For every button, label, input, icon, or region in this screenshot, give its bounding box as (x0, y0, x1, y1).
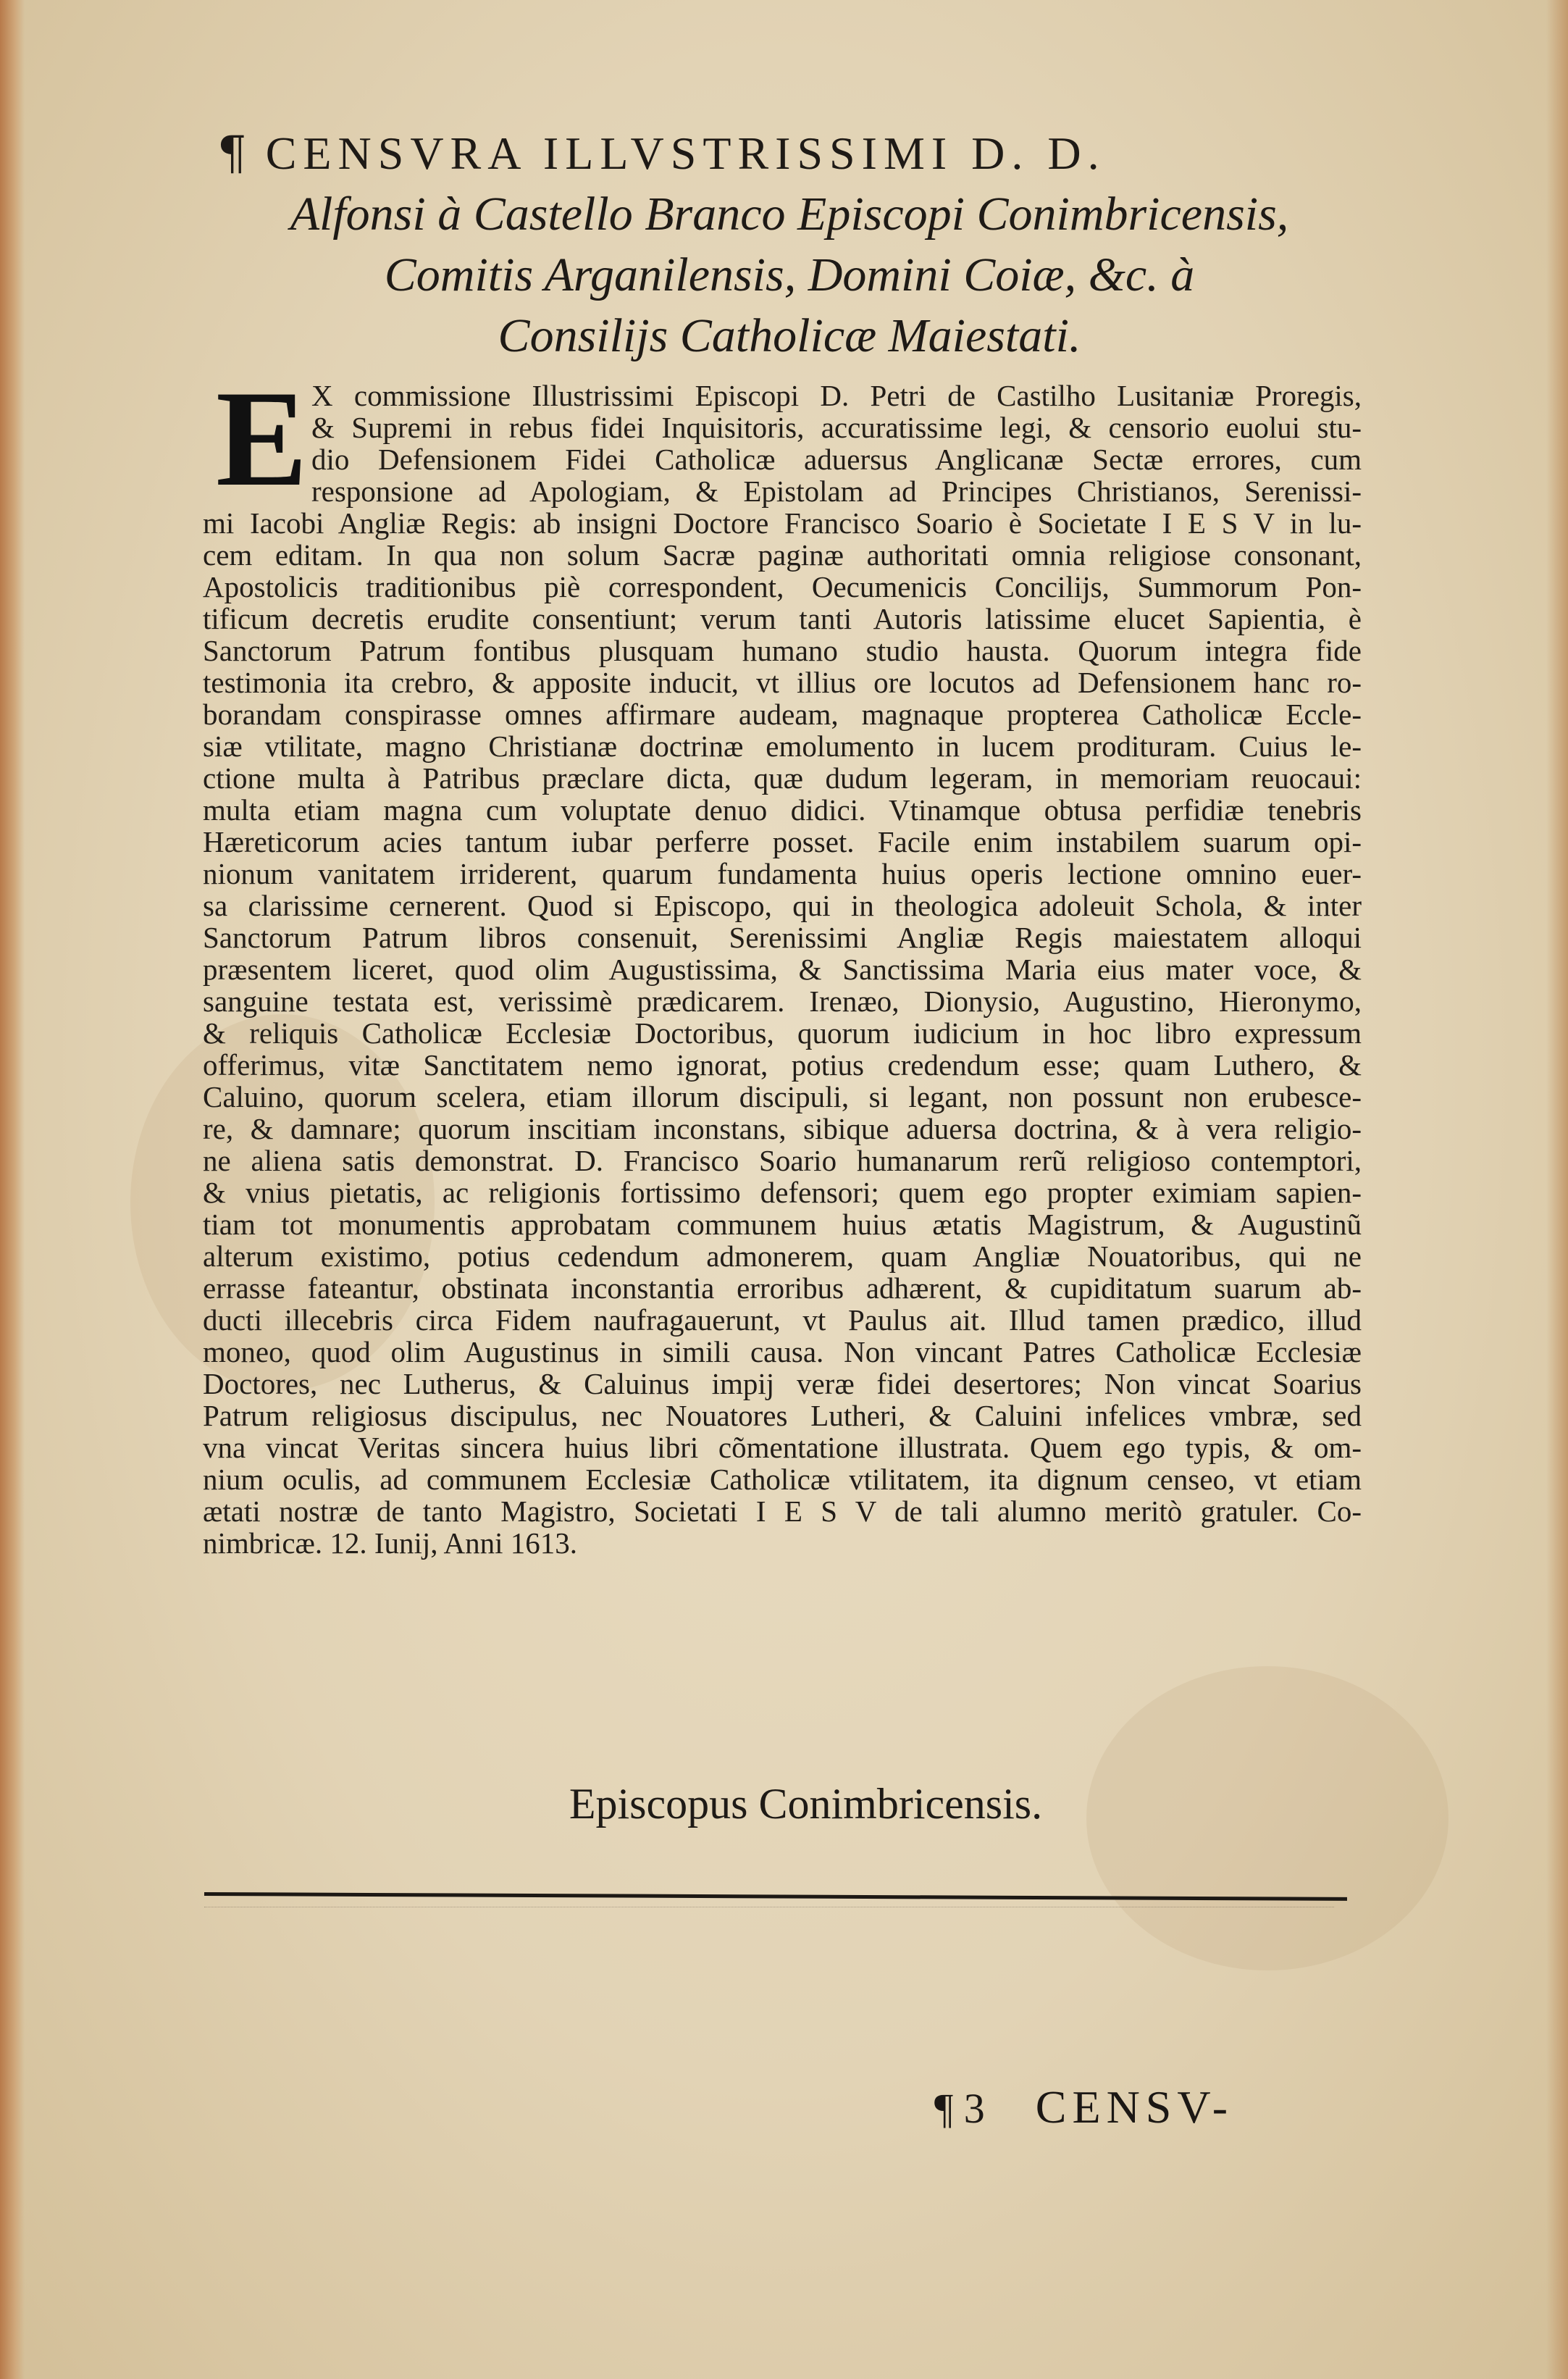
page-edge-right (1546, 0, 1568, 2379)
body-line: borandam conspirasse omnes affirmare audeam, magnaque propterea Catholicæ Eccle- (203, 698, 1362, 731)
body-line: X commissione Illustrissimi Episcopi D. Petri de Castilho Lusitaniæ Proregis, (311, 379, 1362, 412)
body-line: præsentem liceret, quod olim Augustissima, & Sanctissima Maria eius mater voce, & (203, 953, 1362, 986)
body-line: Patrum religiosus discipulus, nec Nouatores Lutheri, & Caluini infelices vmbræ, sed (203, 1399, 1362, 1432)
body-line: errasse fateantur, obstinata inconstantia erroribus adhærent, & cupiditatum suarum ab- (203, 1271, 1362, 1305)
heading-line-2: Alfonsi à Castello Branco Episcopi Conimbricensis, (290, 188, 1289, 241)
censura-body-text (203, 363, 1362, 1560)
body-line: offerimus, vitæ Sanctitatem nemo ignorat, potius credendum esse; quam Luthero, & (203, 1048, 1362, 1082)
body-line: moneo, quod olim Augustinus in simili causa. Non vincant Patres Catholicæ Ecclesiæ (203, 1335, 1362, 1368)
catchword: CENSV- (1035, 2081, 1234, 2133)
signature-line: Episcopus Conimbricensis. (569, 1780, 1043, 1828)
body-line: & reliquis Catholicæ Ecclesiæ Doctoribus, quorum iudicium in hoc libro expressum (203, 1016, 1362, 1050)
body-line: testimonia ita crebro, & apposite inducit, vt illius ore locutos ad Defensionem hanc ro- (203, 666, 1362, 699)
body-line: ctione multa à Patribus præclare dicta, quæ dudum legeram, in memoriam reuocaui: (203, 761, 1362, 795)
censura-heading (174, 123, 1405, 367)
body-line: tiam tot monumentis approbatam communem huius ætatis Magistrum, & Augustinũ (203, 1208, 1362, 1241)
body-line: mi Iacobi Angliæ Regis: ab insigni Doctore Francisco Soario è Societate I E S V in lu- (203, 506, 1362, 540)
body-line: nium oculis, ad communem Ecclesiæ Catholicæ vtilitatem, ita dignum censeo, vt etiam (203, 1463, 1362, 1496)
body-line: responsione ad Apologiam, & Epistolam ad Principes Christianos, Serenissi- (311, 474, 1362, 508)
heading-title: CENSVRA ILLVSTRISSIMI D. D. (265, 127, 1106, 179)
body-line: sanguine testata est, verissimè prædicarem. Irenæo, Dionysio, Augustino, Hieronymo, (203, 984, 1362, 1018)
body-line: ducti illecebris circa Fidem naufragauerunt, vt Paulus ait. Illud tamen prædico, illud (203, 1303, 1362, 1337)
body-line: Apostolicis traditionibus piè correspondent, Oecumenicis Concilijs, Summorum Pon- (203, 570, 1362, 603)
heading-line-4: Consilijs Catholicæ Maiestati. (498, 309, 1081, 362)
body-line: Sanctorum Patrum libros consenuit, Serenissimi Angliæ Regis maiestatem alloqui (203, 921, 1362, 954)
body-line: multa etiam magna cum voluptate denuo didici. Vtinamque obtusa perfidiæ tenebris (203, 793, 1362, 827)
body-line: Hæreticorum acies tantum iubar perferre posset. Facile enim instabilem suarum opi- (203, 825, 1362, 858)
body-line: re, & damnare; quorum inscitiam inconstans, sibique aduersa doctrina, & à vera religio- (203, 1112, 1362, 1145)
body-line: nionum vanitatem irriderent, quarum fundamenta huius operis lectione omnino euer- (203, 857, 1362, 890)
body-line: ne aliena satis demonstrat. D. Francisco Soario humanarum rerũ religioso contemptori, (203, 1144, 1362, 1177)
heading-line-3: Comitis Arganilensis, Domini Coiæ, &c. à (384, 248, 1195, 301)
body-line: & vnius pietatis, ac religionis fortissimo defensori; quem ego propter eximiam sapien- (203, 1176, 1362, 1209)
body-line: ætati nostræ de tanto Magistro, Societati I E S V de tali alumno meritò gratuler. Co- (203, 1494, 1362, 1528)
pilcrow-mark: ¶ (217, 127, 247, 180)
page-footer (934, 2081, 1233, 2134)
body-line: Caluino, quorum scelera, etiam illorum discipuli, si legant, non possunt non erubesce- (203, 1080, 1362, 1113)
heading-line-1 (217, 123, 1405, 184)
body-line: Sanctorum Patrum fontibus plusquam humano studio hausta. Quorum integra fide (203, 634, 1362, 667)
body-line: nimbricæ. 12. Iunij, Anni 1613. (203, 1526, 578, 1560)
signature-mark: ¶ 3 (934, 2085, 985, 2132)
body-line: & Supremi in rebus fidei Inquisitoris, accuratissime legi, & censorio euolui stu- (311, 411, 1362, 444)
body-line: vna vincat Veritas sincera huius libri cõmentatione illustrata. Quem ego typis, & om- (203, 1431, 1362, 1464)
body-line: cem editam. In qua non solum Sacræ paginæ authoritati omnia religiose consonant, (203, 538, 1362, 572)
body-line: Doctores, nec Lutherus, & Caluinus impij veræ fidei desertores; Non vincat Soarius (203, 1367, 1362, 1400)
body-line: alterum existimo, potius cedendum admonerem, quam Angliæ Nouatoribus, qui ne (203, 1239, 1362, 1273)
body-line: siæ vtilitate, magno Christianæ doctrinæ emolumento in lucem prodituram. Cuius le- (203, 729, 1362, 763)
drop-capital: E (216, 363, 308, 515)
body-line: sa clarissime cernerent. Quod si Episcopo, qui in theologica adoleuit Schola, & inter (203, 889, 1362, 922)
body-line: dio Defensionem Fidei Catholicæ aduersus Anglicanæ Sectæ errores, cum (311, 443, 1362, 476)
page-edge-left (0, 0, 25, 2379)
body-line: tificum decretis erudite consentiunt; verum tanti Autoris latissime elucet Sapientia, è (203, 602, 1362, 635)
